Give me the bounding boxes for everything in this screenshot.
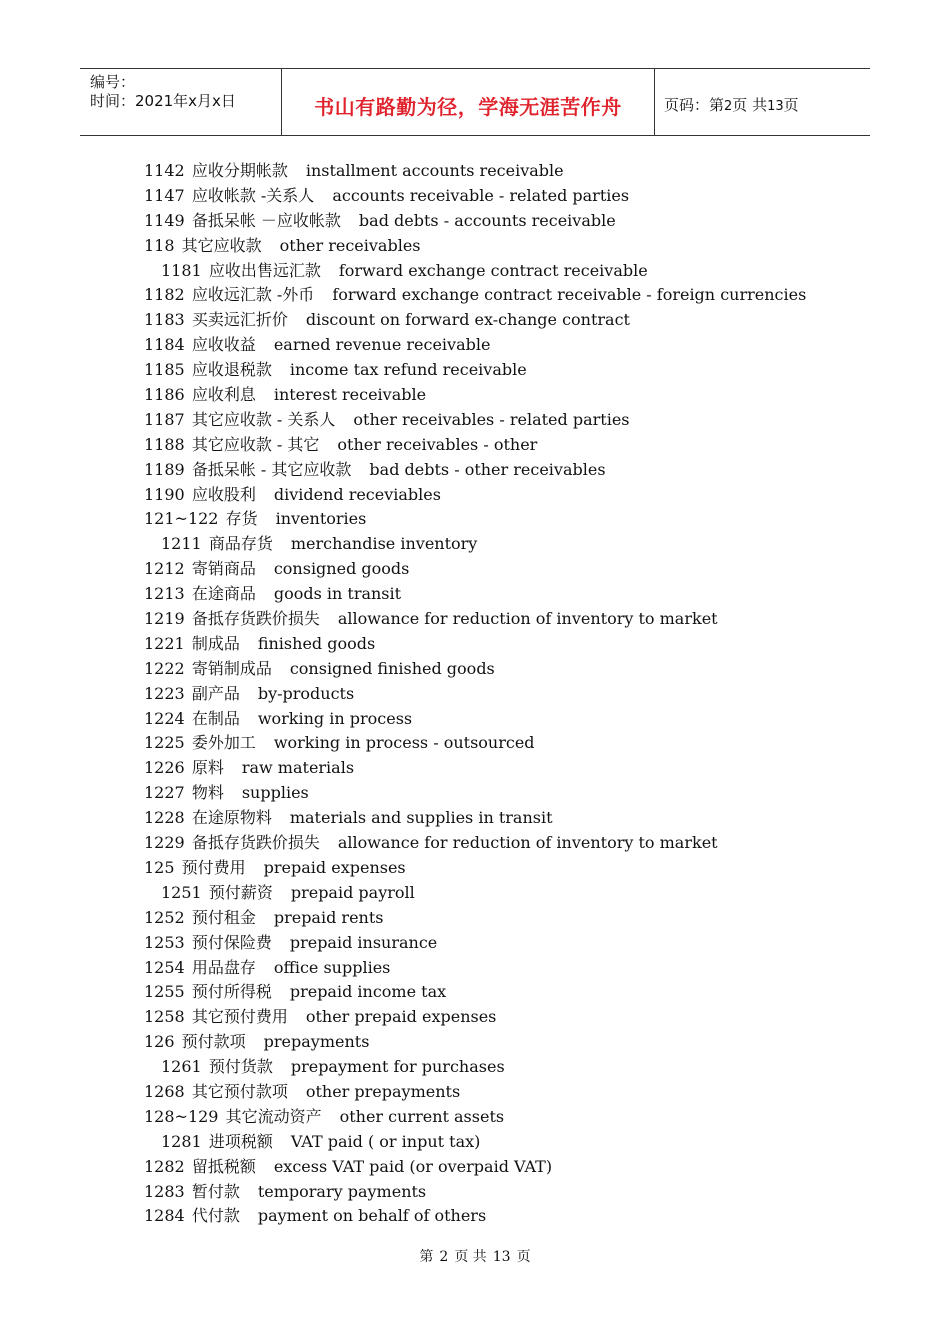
account-name-en: consigned finished goods <box>289 658 495 678</box>
account-entry <box>144 682 864 707</box>
account-name-en: installment accounts receivable <box>305 161 564 180</box>
account-code: 1181 <box>161 260 202 280</box>
account-entry <box>144 806 864 831</box>
account-code: 1225 <box>144 733 185 753</box>
account-code: 128~129 <box>144 1106 219 1126</box>
account-name-en: bad debts - other receivables <box>369 459 606 479</box>
account-name-en: prepayment for purchases <box>290 1057 505 1077</box>
account-code: 1224 <box>144 708 185 728</box>
header-page-mid: 页 共 <box>732 96 768 114</box>
account-entry <box>144 856 864 881</box>
account-entry <box>144 582 864 607</box>
account-entry <box>144 483 864 508</box>
account-entry <box>144 557 864 582</box>
account-name-cn: 其它应收款 - 关系人 <box>191 409 336 429</box>
account-name-cn: 寄销商品 <box>191 559 256 579</box>
footer-suffix: 页 <box>516 1249 531 1265</box>
account-name-cn: 委外加工 <box>191 733 256 753</box>
account-name-en: materials and supplies in transit <box>289 808 553 828</box>
account-code: 1282 <box>144 1156 185 1176</box>
account-name-cn: 在途商品 <box>191 584 256 604</box>
account-name-cn: 应收分期帐款 <box>191 161 288 180</box>
footer-mid: 页 共 <box>454 1249 487 1265</box>
account-code: 1221 <box>144 633 185 653</box>
account-name-cn: 在制品 <box>191 708 240 728</box>
account-code: 1283 <box>144 1181 185 1201</box>
account-name-en: forward exchange contract receivable <box>338 260 648 280</box>
account-entry <box>144 1180 864 1205</box>
account-name-en: prepayments <box>263 1032 370 1052</box>
account-entry <box>144 1204 864 1229</box>
account-name-cn: 预付租金 <box>191 907 256 927</box>
doc-code-label: 编号： <box>90 73 136 91</box>
account-code: 1149 <box>144 210 185 230</box>
account-name-en: prepaid rents <box>273 907 384 927</box>
account-name-en: dividend receviables <box>273 484 441 504</box>
account-entry <box>144 632 864 657</box>
account-name-cn: 预付保险费 <box>191 932 272 952</box>
account-name-en: bad debts - accounts receivable <box>358 210 616 230</box>
account-name-cn: 应收出售远汇款 <box>208 260 321 280</box>
header-page-info <box>664 94 799 115</box>
account-code: 1147 <box>144 185 185 205</box>
account-name-cn: 应收退税款 <box>191 360 272 380</box>
account-name-en: allowance for reduction of inventory to market <box>337 833 718 853</box>
account-code: 1184 <box>144 335 185 355</box>
account-entry <box>144 333 864 358</box>
account-name-cn: 其它应收款 - 其它 <box>191 434 320 454</box>
account-name-cn: 应收远汇款 -外币 <box>191 285 315 305</box>
account-name-cn: 进项税额 <box>208 1131 273 1151</box>
account-entry <box>144 980 864 1005</box>
account-entry <box>144 756 864 781</box>
account-name-en: discount on forward ex-change contract <box>305 310 630 330</box>
account-code: 1185 <box>144 360 185 380</box>
account-entry <box>144 731 864 756</box>
account-entry <box>144 532 864 557</box>
account-list <box>144 159 864 1229</box>
account-code: 1188 <box>144 434 185 454</box>
account-entry <box>144 209 864 234</box>
account-name-cn: 商品存货 <box>208 534 273 554</box>
account-name-en: temporary payments <box>257 1181 427 1201</box>
account-name-en: other receivables <box>279 235 421 255</box>
account-entry <box>144 408 864 433</box>
account-name-en: other prepaid expenses <box>305 1007 497 1027</box>
header-page-total: 13 <box>767 99 784 114</box>
account-code: 1252 <box>144 907 185 927</box>
account-entry <box>144 433 864 458</box>
account-name-en: excess VAT paid (or overpaid VAT) <box>273 1156 553 1176</box>
account-entry <box>144 881 864 906</box>
account-entry <box>144 458 864 483</box>
account-entry <box>144 259 864 284</box>
account-code: 121~122 <box>144 509 219 529</box>
account-code: 1229 <box>144 833 185 853</box>
header-meta-cell <box>80 69 282 135</box>
account-code: 1268 <box>144 1081 185 1101</box>
header-page-current: 2 <box>724 99 733 114</box>
account-name-cn: 预付所得税 <box>191 982 272 1002</box>
account-code: 1254 <box>144 957 185 977</box>
account-entry <box>144 657 864 682</box>
account-name-cn: 物料 <box>191 783 224 803</box>
account-name-en: accounts receivable - related parties <box>332 185 630 205</box>
account-code: 1227 <box>144 783 185 803</box>
account-name-en: other receivables - related parties <box>353 409 630 429</box>
account-entry <box>144 159 864 184</box>
account-name-cn: 备抵呆帐 －应收帐款 <box>191 210 341 230</box>
account-entry <box>144 1055 864 1080</box>
account-name-en: merchandise inventory <box>290 534 478 554</box>
account-name-cn: 预付薪资 <box>208 882 273 902</box>
account-name-cn: 备抵呆帐 - 其它应收款 <box>191 459 352 479</box>
account-name-en: supplies <box>241 783 309 803</box>
account-name-en: allowance for reduction of inventory to market <box>337 609 718 629</box>
header-motto: 书山有路勤为径，学海无涯苦作舟 <box>314 95 622 119</box>
header-page-cell <box>655 69 870 135</box>
account-name-cn: 原料 <box>191 758 224 778</box>
account-name-cn: 用品盘存 <box>191 957 256 977</box>
account-code: 1251 <box>161 882 202 902</box>
account-code: 1222 <box>144 658 185 678</box>
account-name-cn: 买卖远汇折价 <box>191 310 288 330</box>
header-page-prefix: 页码：第 <box>664 96 725 114</box>
account-entry <box>144 283 864 308</box>
account-code: 1186 <box>144 385 185 405</box>
account-code: 1284 <box>144 1206 185 1226</box>
account-name-cn: 应收帐款 -关系人 <box>191 185 315 205</box>
account-entry <box>144 1005 864 1030</box>
account-name-cn: 应收利息 <box>191 385 256 405</box>
account-code: 118 <box>144 235 175 255</box>
account-name-cn: 应收股利 <box>191 484 256 504</box>
account-entry <box>144 234 864 259</box>
account-name-en: office supplies <box>273 957 391 977</box>
footer-page-current: 2 <box>439 1249 449 1265</box>
account-code: 1182 <box>144 285 185 305</box>
account-name-cn: 在途原物料 <box>191 808 272 828</box>
account-entry <box>144 931 864 956</box>
header-page-suffix: 页 <box>783 96 799 114</box>
account-name-cn: 其它预付款项 <box>191 1081 288 1101</box>
account-name-cn: 存货 <box>225 509 258 529</box>
account-name-en: prepaid income tax <box>289 982 447 1002</box>
account-entry <box>144 184 864 209</box>
account-name-cn: 其它预付费用 <box>191 1007 288 1027</box>
account-name-en: VAT paid ( or input tax) <box>290 1131 481 1151</box>
account-code: 1183 <box>144 310 185 330</box>
account-name-cn: 预付费用 <box>181 857 246 877</box>
account-entry <box>144 956 864 981</box>
account-name-en: consigned goods <box>273 559 410 579</box>
account-name-cn: 备抵存货跌价损失 <box>191 609 320 629</box>
footer-page-total: 13 <box>492 1249 511 1265</box>
account-entry <box>144 308 864 333</box>
account-entry <box>144 906 864 931</box>
account-name-cn: 其它流动资产 <box>225 1106 322 1126</box>
account-name-cn: 暂付款 <box>191 1181 240 1201</box>
account-name-cn: 留抵税额 <box>191 1156 256 1176</box>
account-name-cn: 制成品 <box>191 633 240 653</box>
account-entry <box>144 707 864 732</box>
account-entry <box>144 507 864 532</box>
account-entry <box>144 607 864 632</box>
account-name-en: working in process - outsourced <box>273 733 535 753</box>
account-entry <box>144 1030 864 1055</box>
account-name-en: inventories <box>275 509 367 529</box>
account-code: 1281 <box>161 1131 202 1151</box>
account-code: 1213 <box>144 584 185 604</box>
account-name-cn: 应收收益 <box>191 335 256 355</box>
account-name-en: by-products <box>257 683 355 703</box>
account-name-en: earned revenue receivable <box>273 335 491 355</box>
account-name-en: finished goods <box>257 633 376 653</box>
account-name-en: raw materials <box>241 758 355 778</box>
account-code: 1187 <box>144 409 185 429</box>
account-name-en: goods in transit <box>273 584 402 604</box>
account-code: 1223 <box>144 683 185 703</box>
account-name-en: forward exchange contract receivable - foreign currencies <box>332 285 807 305</box>
account-name-en: other prepayments <box>305 1081 461 1101</box>
account-entry <box>144 1130 864 1155</box>
account-code: 1211 <box>161 534 202 554</box>
account-entry <box>144 1080 864 1105</box>
account-code: 126 <box>144 1032 175 1052</box>
account-name-en: interest receivable <box>273 385 427 405</box>
page-footer <box>0 1246 950 1266</box>
account-code: 125 <box>144 857 175 877</box>
account-entry <box>144 831 864 856</box>
account-name-en: payment on behalf of others <box>257 1206 487 1226</box>
doc-time-label: 时间：2021年x月x日 <box>90 92 236 110</box>
account-entry <box>144 358 864 383</box>
account-code: 1228 <box>144 808 185 828</box>
account-name-en: income tax refund receivable <box>289 360 527 380</box>
account-name-cn: 备抵存货跌价损失 <box>191 833 320 853</box>
account-code: 1190 <box>144 484 185 504</box>
account-name-en: prepaid insurance <box>289 932 438 952</box>
account-code: 1226 <box>144 758 185 778</box>
account-name-cn: 代付款 <box>191 1206 240 1226</box>
account-entry <box>144 1105 864 1130</box>
account-code: 1142 <box>144 161 185 180</box>
account-name-en: prepaid expenses <box>263 857 406 877</box>
account-code: 1261 <box>161 1057 202 1077</box>
header-motto-cell <box>282 69 655 135</box>
account-code: 1253 <box>144 932 185 952</box>
account-name-cn: 其它应收款 <box>181 235 262 255</box>
account-code: 1255 <box>144 982 185 1002</box>
account-name-cn: 副产品 <box>191 683 240 703</box>
page-header <box>80 68 870 136</box>
account-entry <box>144 383 864 408</box>
account-name-en: working in process <box>257 708 413 728</box>
footer-prefix: 第 <box>419 1249 434 1265</box>
account-name-cn: 预付货款 <box>208 1057 273 1077</box>
account-code: 1219 <box>144 609 185 629</box>
account-name-en: prepaid payroll <box>290 882 415 902</box>
account-entry <box>144 1155 864 1180</box>
account-name-cn: 预付款项 <box>181 1032 246 1052</box>
account-code: 1212 <box>144 559 185 579</box>
account-name-cn: 寄销制成品 <box>191 658 272 678</box>
account-name-en: other current assets <box>339 1106 505 1126</box>
account-entry <box>144 781 864 806</box>
account-code: 1189 <box>144 459 185 479</box>
account-name-en: other receivables - other <box>337 434 538 454</box>
account-code: 1258 <box>144 1007 185 1027</box>
